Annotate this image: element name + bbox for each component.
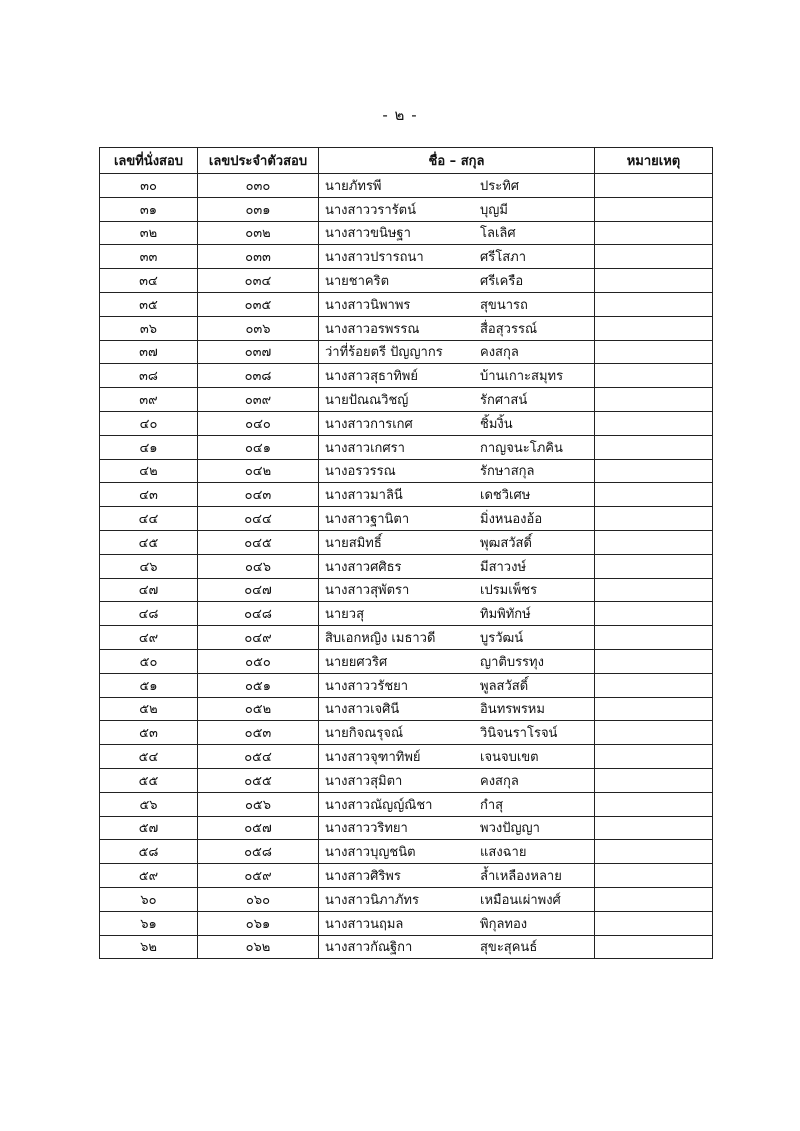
candidate-name	[319, 887, 595, 911]
last-name: เดชวิเศษ	[480, 488, 531, 504]
table-row	[100, 530, 713, 554]
last-name: มีสาวงษ์	[480, 559, 527, 575]
table-row	[100, 364, 713, 388]
table-row	[100, 935, 713, 959]
first-name: นางสาวกัณฐิกา	[325, 940, 413, 956]
first-name: นายกิจณรุจณ์	[325, 726, 404, 742]
remarks-cell	[595, 507, 713, 531]
seat-number: ๔๒	[100, 459, 198, 483]
seat-number: ๕๔	[100, 745, 198, 769]
exam-id: ๐๔๕	[198, 530, 319, 554]
last-name: รักศาสน์	[480, 393, 528, 409]
exam-id: ๐๓๕	[198, 292, 319, 316]
seat-number: ๔๙	[100, 626, 198, 650]
last-name: ชิ้มงิ้น	[480, 416, 513, 432]
exam-id: ๐๕๔	[198, 745, 319, 769]
exam-id: ๐๔๘	[198, 602, 319, 626]
first-name: นางสาวณัญญ์ณิชา	[325, 797, 433, 813]
first-name: นางสาวศิริพร	[325, 869, 401, 884]
table-row	[100, 816, 713, 840]
candidate-name	[319, 554, 595, 578]
candidate-name	[319, 721, 595, 745]
seat-number: ๔๔	[100, 507, 198, 531]
last-name: สุขะสุคนธ์	[480, 940, 538, 956]
first-name: นายยศวริศ	[325, 654, 388, 670]
remarks-cell	[595, 340, 713, 364]
table-row	[100, 745, 713, 769]
seat-number: ๕๕	[100, 768, 198, 792]
seat-number: ๓๕	[100, 292, 198, 316]
remarks-cell	[595, 174, 713, 198]
remarks-cell	[595, 388, 713, 412]
candidate-name	[319, 269, 595, 293]
exam-id: ๐๔๔	[198, 507, 319, 531]
remarks-cell	[595, 221, 713, 245]
remarks-cell	[595, 602, 713, 626]
remarks-cell	[595, 435, 713, 459]
first-name: นางสาวอรพรรณ	[325, 321, 420, 337]
table-row	[100, 197, 713, 221]
remarks-cell	[595, 626, 713, 650]
candidate-name	[319, 435, 595, 459]
table-row	[100, 435, 713, 459]
exam-id: ๐๕๓	[198, 721, 319, 745]
header-full-name: ชื่อ – สกุล	[319, 148, 595, 174]
exam-id: ๐๕๙	[198, 864, 319, 888]
table-row	[100, 697, 713, 721]
last-name: แสงฉาย	[480, 845, 527, 861]
first-name: นางสาวสุธาทิพย์	[325, 369, 418, 385]
exam-id: ๐๕๕	[198, 768, 319, 792]
first-name: ว่าที่ร้อยตรี ปัญญากร	[325, 345, 443, 361]
candidate-name	[319, 911, 595, 935]
last-name: สื่อสุวรรณ์	[480, 321, 538, 337]
table-row	[100, 269, 713, 293]
seat-number: ๕๖	[100, 792, 198, 816]
candidate-name	[319, 673, 595, 697]
candidate-name	[319, 816, 595, 840]
table-row	[100, 649, 713, 673]
first-name: นายชาคริต	[325, 274, 390, 290]
candidate-name	[319, 197, 595, 221]
candidate-name	[319, 388, 595, 412]
table-row	[100, 626, 713, 650]
remarks-cell	[595, 292, 713, 316]
candidate-name	[319, 174, 595, 198]
last-name: ศรีเครือ	[480, 274, 524, 290]
table-row	[100, 602, 713, 626]
candidate-name	[319, 649, 595, 673]
table-row	[100, 459, 713, 483]
first-name: นางสาววรัชยา	[325, 678, 409, 694]
first-name: นายวสุ	[325, 607, 365, 623]
table-row	[100, 721, 713, 745]
last-name: สุขนารถ	[480, 297, 528, 313]
exam-seating-table	[99, 147, 713, 959]
table-row	[100, 768, 713, 792]
table-row	[100, 792, 713, 816]
exam-id: ๐๓๒	[198, 221, 319, 245]
first-name: นางสาวเจศินี	[325, 702, 400, 718]
header-seat-number: เลขที่นั่งสอบ	[100, 148, 198, 174]
exam-id: ๐๓๗	[198, 340, 319, 364]
table-row	[100, 292, 713, 316]
seat-number: ๕๒	[100, 697, 198, 721]
last-name: รักษาสกุล	[480, 464, 535, 480]
first-name: นางสาวเกศรา	[325, 440, 405, 456]
last-name: ทิมพิทักษ์	[480, 607, 531, 623]
first-name: นางสาวฐานิตา	[325, 512, 410, 528]
seat-number: ๔๑	[100, 435, 198, 459]
exam-id: ๐๓๘	[198, 364, 319, 388]
first-name: นางสาวการเกศ	[325, 416, 413, 432]
remarks-cell	[595, 554, 713, 578]
seat-number: ๕๓	[100, 721, 198, 745]
remarks-cell	[595, 887, 713, 911]
first-name: นางสาววรารัตน์	[325, 202, 416, 218]
candidate-name	[319, 840, 595, 864]
remarks-cell	[595, 935, 713, 959]
table-row	[100, 578, 713, 602]
candidate-name	[319, 340, 595, 364]
candidate-name	[319, 578, 595, 602]
seat-number: ๔๘	[100, 602, 198, 626]
exam-id: ๐๓๔	[198, 269, 319, 293]
first-name: นางสาวสุมิตา	[325, 773, 403, 789]
candidate-name	[319, 697, 595, 721]
table-row	[100, 864, 713, 888]
candidate-name	[319, 411, 595, 435]
remarks-cell	[595, 316, 713, 340]
first-name: นายสมิทธิ์	[325, 535, 382, 551]
remarks-cell	[595, 459, 713, 483]
exam-id: ๐๖๑	[198, 911, 319, 935]
last-name: ศรีโสภา	[480, 250, 527, 266]
table-row	[100, 388, 713, 412]
table-row	[100, 483, 713, 507]
candidate-name	[319, 316, 595, 340]
seat-number: ๓๗	[100, 340, 198, 364]
candidate-name	[319, 459, 595, 483]
last-name: กาญจนะโภคิน	[480, 440, 563, 456]
seat-number: ๓๑	[100, 197, 198, 221]
last-name: กำสุ	[480, 797, 504, 813]
remarks-cell	[595, 864, 713, 888]
first-name: นางสาวบุญชนิต	[325, 845, 416, 861]
exam-id: ๐๕๒	[198, 697, 319, 721]
table-row	[100, 507, 713, 531]
table-row	[100, 554, 713, 578]
first-name: นางสาวนิพาพร	[325, 297, 411, 313]
table-row	[100, 174, 713, 198]
table-row	[100, 221, 713, 245]
last-name: มิ่งหนองอ้อ	[480, 512, 543, 528]
table-row	[100, 340, 713, 364]
candidate-name	[319, 221, 595, 245]
remarks-cell	[595, 816, 713, 840]
seat-number: ๓๐	[100, 174, 198, 198]
table-row	[100, 673, 713, 697]
header-exam-id: เลขประจำตัวสอบ	[198, 148, 319, 174]
candidate-name	[319, 507, 595, 531]
last-name: เหมือนเผ่าพงศ์	[480, 892, 561, 908]
remarks-cell	[595, 197, 713, 221]
last-name: วินิจนราโรจน์	[480, 726, 558, 742]
candidate-name	[319, 364, 595, 388]
last-name: เปรมเพ็ชร	[480, 583, 538, 599]
table-header-row	[100, 148, 713, 174]
candidate-name	[319, 792, 595, 816]
seat-number: ๔๓	[100, 483, 198, 507]
remarks-cell	[595, 840, 713, 864]
exam-id: ๐๓๐	[198, 174, 319, 198]
candidate-name	[319, 768, 595, 792]
seat-number: ๖๑	[100, 911, 198, 935]
seat-number: ๕๗	[100, 816, 198, 840]
exam-id: ๐๔๖	[198, 554, 319, 578]
exam-id: ๐๖๐	[198, 887, 319, 911]
exam-id: ๐๓๙	[198, 388, 319, 412]
first-name: นางสาวจุฑาทิพย์	[325, 750, 421, 766]
seat-number: ๖๐	[100, 887, 198, 911]
seat-number: ๔๐	[100, 411, 198, 435]
remarks-cell	[595, 792, 713, 816]
table-row	[100, 887, 713, 911]
exam-id: ๐๓๓	[198, 245, 319, 269]
table-row	[100, 316, 713, 340]
candidate-name	[319, 745, 595, 769]
first-name: นายภัทรพี	[325, 178, 382, 194]
candidate-name	[319, 864, 595, 888]
seat-number: ๓๔	[100, 269, 198, 293]
last-name: พูลสวัสดิ์	[480, 678, 529, 694]
exam-id: ๐๔๙	[198, 626, 319, 650]
last-name: คงสกุล	[480, 773, 519, 789]
first-name: นางสาวสุพัตรา	[325, 583, 410, 599]
candidate-name	[319, 483, 595, 507]
candidate-name	[319, 292, 595, 316]
page-number: - ๒ -	[382, 106, 418, 124]
exam-id: ๐๕๐	[198, 649, 319, 673]
seat-number: ๔๕	[100, 530, 198, 554]
last-name: พิกุลทอง	[480, 916, 528, 932]
exam-id: ๐๔๐	[198, 411, 319, 435]
exam-id: ๐๕๘	[198, 840, 319, 864]
last-name: ล้ำเหลืองหลาย	[480, 869, 562, 884]
exam-id: ๐๔๑	[198, 435, 319, 459]
first-name: นางอรวรรณ	[325, 464, 396, 480]
remarks-cell	[595, 649, 713, 673]
last-name: คงสกุล	[480, 345, 519, 361]
candidate-name	[319, 935, 595, 959]
seat-number: ๖๒	[100, 935, 198, 959]
seat-number: ๕๑	[100, 673, 198, 697]
exam-id: ๐๕๑	[198, 673, 319, 697]
table-row	[100, 840, 713, 864]
exam-id: ๐๖๒	[198, 935, 319, 959]
first-name: นางสาวศศิธร	[325, 559, 402, 575]
last-name: พุฒสวัสดิ์	[480, 535, 532, 551]
last-name: โลเลิศ	[480, 226, 516, 242]
seat-number: ๓๓	[100, 245, 198, 269]
exam-id: ๐๓๖	[198, 316, 319, 340]
exam-id: ๐๔๒	[198, 459, 319, 483]
remarks-cell	[595, 483, 713, 507]
remarks-cell	[595, 911, 713, 935]
table-row	[100, 245, 713, 269]
remarks-cell	[595, 364, 713, 388]
last-name: บุญมี	[480, 202, 508, 218]
table-body	[100, 174, 713, 959]
exam-id: ๐๔๓	[198, 483, 319, 507]
remarks-cell	[595, 721, 713, 745]
exam-id: ๐๕๖	[198, 792, 319, 816]
candidate-name	[319, 245, 595, 269]
first-name: นางสาวขนิษฐา	[325, 226, 411, 242]
seat-number: ๕๐	[100, 649, 198, 673]
exam-id: ๐๓๑	[198, 197, 319, 221]
seat-number: ๔๗	[100, 578, 198, 602]
remarks-cell	[595, 673, 713, 697]
header-remarks: หมายเหตุ	[595, 148, 713, 174]
seat-number: ๓๒	[100, 221, 198, 245]
first-name: สิบเอกหญิง เมธาวดี	[325, 631, 436, 647]
last-name: เจนจบเขต	[480, 750, 539, 766]
remarks-cell	[595, 245, 713, 269]
seat-number: ๔๖	[100, 554, 198, 578]
remarks-cell	[595, 768, 713, 792]
table-row	[100, 911, 713, 935]
last-name: พวงปัญญา	[480, 821, 540, 837]
remarks-cell	[595, 530, 713, 554]
first-name: นางสาววริทยา	[325, 821, 408, 837]
last-name: ประทิศ	[480, 178, 520, 194]
seat-number: ๓๘	[100, 364, 198, 388]
first-name: นางสาวมาลินี	[325, 488, 403, 504]
seat-number: ๕๘	[100, 840, 198, 864]
remarks-cell	[595, 578, 713, 602]
candidate-name	[319, 602, 595, 626]
last-name: อินทรพรหม	[480, 702, 545, 718]
remarks-cell	[595, 697, 713, 721]
exam-id: ๐๕๗	[198, 816, 319, 840]
last-name: บูรวัฒน์	[480, 631, 524, 647]
remarks-cell	[595, 269, 713, 293]
seat-number: ๓๖	[100, 316, 198, 340]
last-name: ญาติบรรทุง	[480, 654, 544, 670]
first-name: นางสาวนิภาภัทร	[325, 892, 419, 908]
first-name: นายปัณณวิชญ์	[325, 393, 409, 409]
first-name: นางสาวนฤมล	[325, 916, 404, 932]
remarks-cell	[595, 745, 713, 769]
candidate-name	[319, 530, 595, 554]
candidate-name	[319, 626, 595, 650]
remarks-cell	[595, 411, 713, 435]
last-name: บ้านเกาะสมุทร	[480, 369, 564, 385]
exam-id: ๐๔๗	[198, 578, 319, 602]
seat-number: ๕๙	[100, 864, 198, 888]
seat-number: ๓๙	[100, 388, 198, 412]
table-row	[100, 411, 713, 435]
first-name: นางสาวปรารถนา	[325, 250, 424, 266]
